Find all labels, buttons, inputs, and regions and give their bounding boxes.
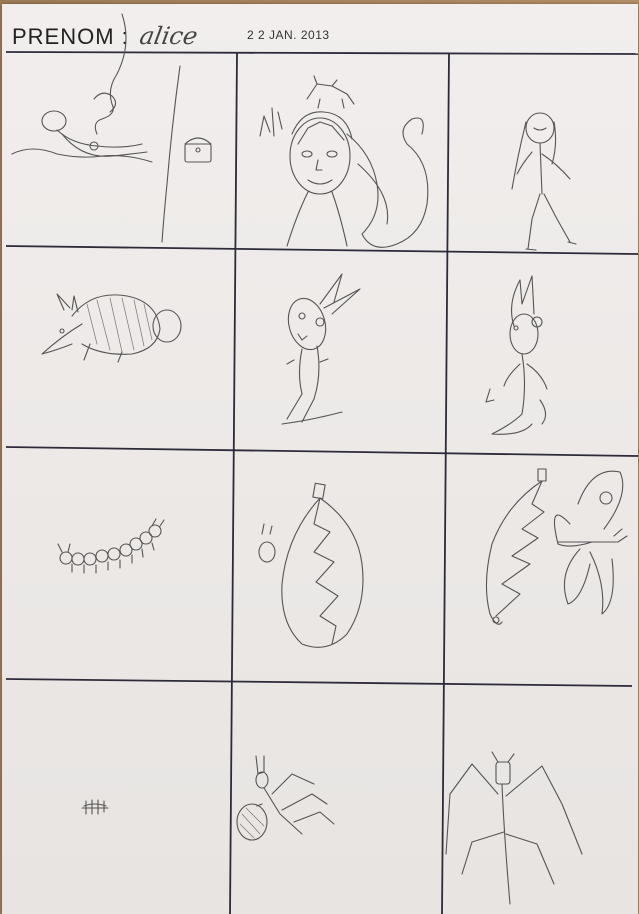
hare-jumping-icon <box>282 274 360 424</box>
grid-lines <box>6 52 638 914</box>
girl-standing-icon <box>512 113 576 250</box>
grid-line-row1 <box>6 246 638 254</box>
insect-with-egg-icon <box>237 756 334 840</box>
hare-standing-icon <box>486 276 547 434</box>
cocoon-and-butterfly-icon <box>486 469 627 624</box>
stick-insect-icon <box>446 752 582 904</box>
grid-line-row3 <box>6 679 632 686</box>
drawing-sheet <box>2 4 638 914</box>
grid-line-row2 <box>6 447 638 456</box>
grid-line-col2 <box>442 53 449 914</box>
name-label: PRENOM : <box>12 24 129 49</box>
cocoon-icon <box>259 483 363 647</box>
date-stamp: 2 2 JAN. 2013 <box>247 28 330 42</box>
girl-face-with-animal-icon <box>260 76 428 247</box>
armadillo-icon <box>42 294 181 362</box>
child-name: alice <box>137 22 200 50</box>
caterpillar-icon <box>58 519 164 573</box>
character-sleeping-with-chest-icon <box>12 14 211 242</box>
grid-line-col1 <box>230 52 237 914</box>
small-bug-icon <box>82 800 108 814</box>
grid-line-top <box>6 52 638 54</box>
drawing-grid <box>2 4 638 914</box>
